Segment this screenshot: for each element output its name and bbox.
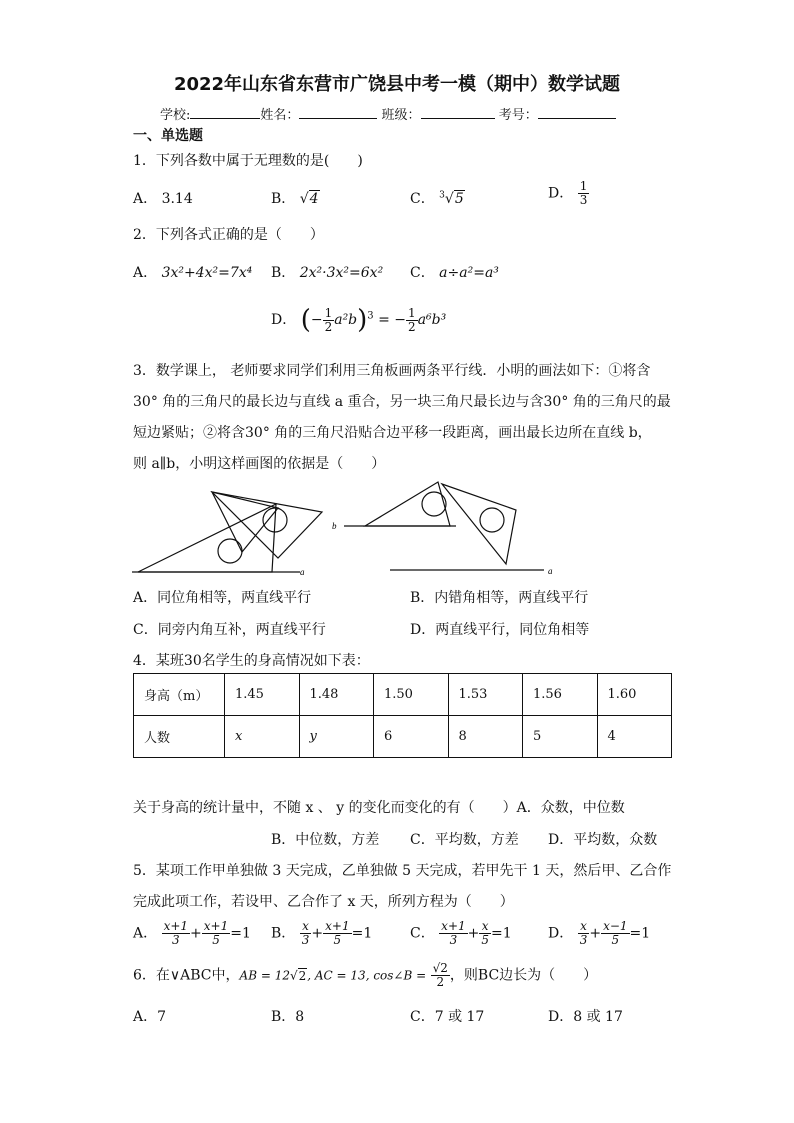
option-label: B． <box>271 265 296 281</box>
table-cell: 1.56 <box>523 674 598 716</box>
q4-option-b[interactable]: B．中位数，方差 <box>271 832 380 848</box>
numerator: x+1 <box>203 919 229 933</box>
option-label: C． <box>410 925 435 942</box>
denominator: 2 <box>324 319 333 334</box>
numerator: √2 <box>432 961 448 975</box>
class-label: 班级： <box>381 108 421 123</box>
q3-line-4: 则 a∥b，小明这样画图的依据是（ ） <box>133 456 386 472</box>
option-label: B． <box>271 191 296 207</box>
denominator: 5 <box>611 933 620 947</box>
equation-tail: =1 <box>491 925 512 942</box>
table-cell: 1.45 <box>225 674 300 716</box>
base-term: a²b <box>334 312 358 328</box>
q6-suffix: ，则BC边长为（ ） <box>449 967 598 984</box>
fraction <box>323 920 351 947</box>
denominator: 3 <box>171 933 180 947</box>
numerator: 1 <box>579 179 588 193</box>
left-paren: ( <box>300 305 311 335</box>
numerator: x+1 <box>441 919 466 933</box>
denominator: 3 <box>579 933 588 947</box>
table-cell: 身高（m） <box>134 674 225 716</box>
option-label: D． <box>548 925 574 942</box>
radicand: 5 <box>454 191 464 207</box>
option-label: C． <box>410 191 435 207</box>
fraction <box>300 920 312 947</box>
section-heading: 一、单选题 <box>133 128 203 144</box>
option-text: 3.14 <box>161 191 193 207</box>
q2-option-d[interactable] <box>271 305 446 335</box>
table-cell: 人数 <box>134 716 225 758</box>
table-cell: 1.50 <box>374 674 449 716</box>
triangle-ruler-second <box>212 492 278 552</box>
table-cell: 4 <box>597 716 672 758</box>
table-cell: 6 <box>374 716 449 758</box>
q6-option-d[interactable]: D．8 或 17 <box>548 1009 623 1025</box>
q6-option-b[interactable]: B．8 <box>271 1009 305 1025</box>
name-field[interactable] <box>299 106 377 119</box>
numerator: 1 <box>324 305 333 320</box>
result-term: a⁶b³ <box>417 312 447 328</box>
numerator: 1 <box>408 305 416 320</box>
q6-option-c[interactable]: C．7 或 17 <box>410 1009 485 1025</box>
option-label: D． <box>271 312 297 328</box>
equation-tail: =1 <box>351 925 373 942</box>
ruler-hole <box>422 492 446 516</box>
sqrt-sign: √ <box>444 191 454 207</box>
table-cell: 1.48 <box>299 674 374 716</box>
q6-condition: AB = 12 <box>239 968 290 983</box>
fraction <box>601 920 629 947</box>
q1-option-a[interactable] <box>133 188 193 208</box>
ruler-hole <box>218 539 242 563</box>
q3-line-1: 3．数学课上， 老师要求同学们利用三角板画两条平行线．小明的画法如下：①将含 <box>133 363 651 379</box>
numerator: x+1 <box>325 919 350 933</box>
q3-option-a[interactable]: A．同位角相等，两直线平行 <box>133 590 312 606</box>
option-label: A． <box>133 191 158 207</box>
denominator: 3 <box>579 193 588 207</box>
option-text: a÷a²=a³ <box>439 265 499 281</box>
triangle-ruler-second-right <box>442 484 516 564</box>
q1-option-b[interactable] <box>271 188 320 208</box>
q3-option-d[interactable]: D．两直线平行，同位角相等 <box>410 622 590 638</box>
q4-stem: 4．某班30名学生的身高情况如下表： <box>133 653 370 669</box>
q1-option-c[interactable] <box>410 188 465 208</box>
q5-option-d[interactable] <box>548 920 650 947</box>
q3-line-3: 短边紧贴；②将含30° 角的三角尺沿贴合边平移一段距离，画出最长边所在直线 b， <box>133 425 652 441</box>
numerator: x+1 <box>163 919 189 933</box>
plus-sign: + <box>190 925 202 942</box>
q3-line-2: 30° 角的三角尺的最长边与直线 a 重合，另一块三角尺最长边与含30° 角的三角尺的最 <box>133 394 671 410</box>
page-title: 2022年山东省东营市广饶县中考一模（期中）数学试题 <box>173 74 621 95</box>
plus-sign: + <box>589 925 602 942</box>
q2-option-b[interactable] <box>271 262 383 282</box>
school-field[interactable] <box>190 106 260 119</box>
fraction <box>431 962 450 989</box>
plus-sign: + <box>311 925 324 942</box>
q1-option-d[interactable] <box>548 180 589 207</box>
label-a: a <box>300 567 305 577</box>
plus-sign: + <box>467 925 480 942</box>
table-row <box>134 674 672 716</box>
q3-figure <box>120 480 680 580</box>
denominator: 3 <box>449 933 458 947</box>
fraction <box>439 920 467 947</box>
table-row <box>134 716 672 758</box>
table-cell: 8 <box>448 716 523 758</box>
q2-option-c[interactable] <box>410 262 499 282</box>
table-cell: 5 <box>523 716 598 758</box>
denominator: 2 <box>436 975 445 989</box>
option-label: C． <box>410 265 435 281</box>
fraction <box>162 920 190 947</box>
student-info-line <box>160 104 616 123</box>
q6-option-a[interactable]: A．7 <box>133 1009 167 1025</box>
name-label: 姓名： <box>260 108 300 123</box>
label-b: b <box>332 521 337 531</box>
class-field[interactable] <box>421 106 495 119</box>
triangle-ruler-30 <box>138 504 276 572</box>
sqrt-sign: √ <box>289 968 298 983</box>
fraction <box>578 920 590 947</box>
denominator: 5 <box>212 933 220 947</box>
q2-stem: 2．下列各式正确的是（ ） <box>133 227 324 243</box>
option-text: 2x²·3x²=6x² <box>299 265 384 281</box>
right-paren: ) <box>357 305 368 335</box>
equation-tail: =1 <box>230 925 251 942</box>
table-cell: y <box>299 716 374 758</box>
q1-stem: 1．下列各数中属于无理数的是( ) <box>133 153 363 169</box>
fraction <box>578 180 590 207</box>
sqrt-sign: √ <box>299 191 309 207</box>
q6-prefix: 6．在∨ABC中， <box>133 967 240 984</box>
q2-option-a[interactable] <box>133 262 252 282</box>
radicand: 2 <box>298 968 307 983</box>
q3-option-b[interactable]: B．内错角相等，两直线平行 <box>410 590 589 606</box>
fraction <box>479 920 491 947</box>
q4-option-c[interactable]: C．平均数，方差 <box>410 832 519 848</box>
table-cell: 1.53 <box>448 674 523 716</box>
numerator: x <box>479 920 491 934</box>
triangle-ruler-30-moved <box>365 482 450 526</box>
exam-no-field[interactable] <box>538 106 616 119</box>
radicand: 4 <box>309 191 319 207</box>
option-label: A． <box>133 265 158 281</box>
exponent: 3 <box>367 310 374 322</box>
numerator: x <box>578 920 590 934</box>
denominator: 3 <box>301 933 310 947</box>
q4-option-d[interactable]: D．平均数，众数 <box>548 832 658 848</box>
label-a: a <box>548 566 553 576</box>
q3-option-c[interactable]: C．同旁内角互补，两直线平行 <box>133 622 326 638</box>
q6-stem <box>133 962 597 989</box>
option-label: A． <box>133 925 158 942</box>
numerator: x <box>300 920 312 934</box>
denominator: 2 <box>408 319 416 334</box>
option-label: D． <box>548 185 574 202</box>
q5-option-c[interactable] <box>410 920 512 947</box>
height-table <box>133 673 672 758</box>
denominator: 5 <box>333 933 342 947</box>
exam-no-label: 考号： <box>498 108 538 123</box>
q5-option-a[interactable] <box>133 920 251 947</box>
table-cell: x <box>225 716 300 758</box>
fraction <box>323 307 335 334</box>
fraction <box>202 920 230 947</box>
table-cell: 1.60 <box>597 674 672 716</box>
numerator: x−1 <box>603 919 628 933</box>
denominator: 5 <box>481 933 490 947</box>
equation-tail: =1 <box>629 925 651 942</box>
q4-question-line: 关于身高的统计量中，不随 x 、 y 的变化而变化的有（ ）A．众数，中位数 <box>133 800 625 816</box>
ruler-hole <box>480 508 504 532</box>
school-label: 学校: <box>160 108 191 123</box>
option-text: 3x²+4x²=7x⁴ <box>161 265 253 281</box>
q5-option-b[interactable] <box>271 920 372 947</box>
q5-line-2: 完成此项工作，若设甲、乙合作了 x 天，所列方程为（ ） <box>133 894 514 910</box>
option-label: B． <box>271 925 296 942</box>
q6-condition: , AC = 13, cos∠B = <box>307 968 427 983</box>
minus-sign: − <box>310 312 323 328</box>
q5-line-1: 5．某项工作甲单独做 3 天完成，乙单独做 5 天完成，若甲先干 1 天，然后甲、乙合作 <box>133 863 672 879</box>
fraction <box>406 307 418 334</box>
root-index: 3 <box>439 190 445 201</box>
equals-minus: = − <box>378 312 407 328</box>
